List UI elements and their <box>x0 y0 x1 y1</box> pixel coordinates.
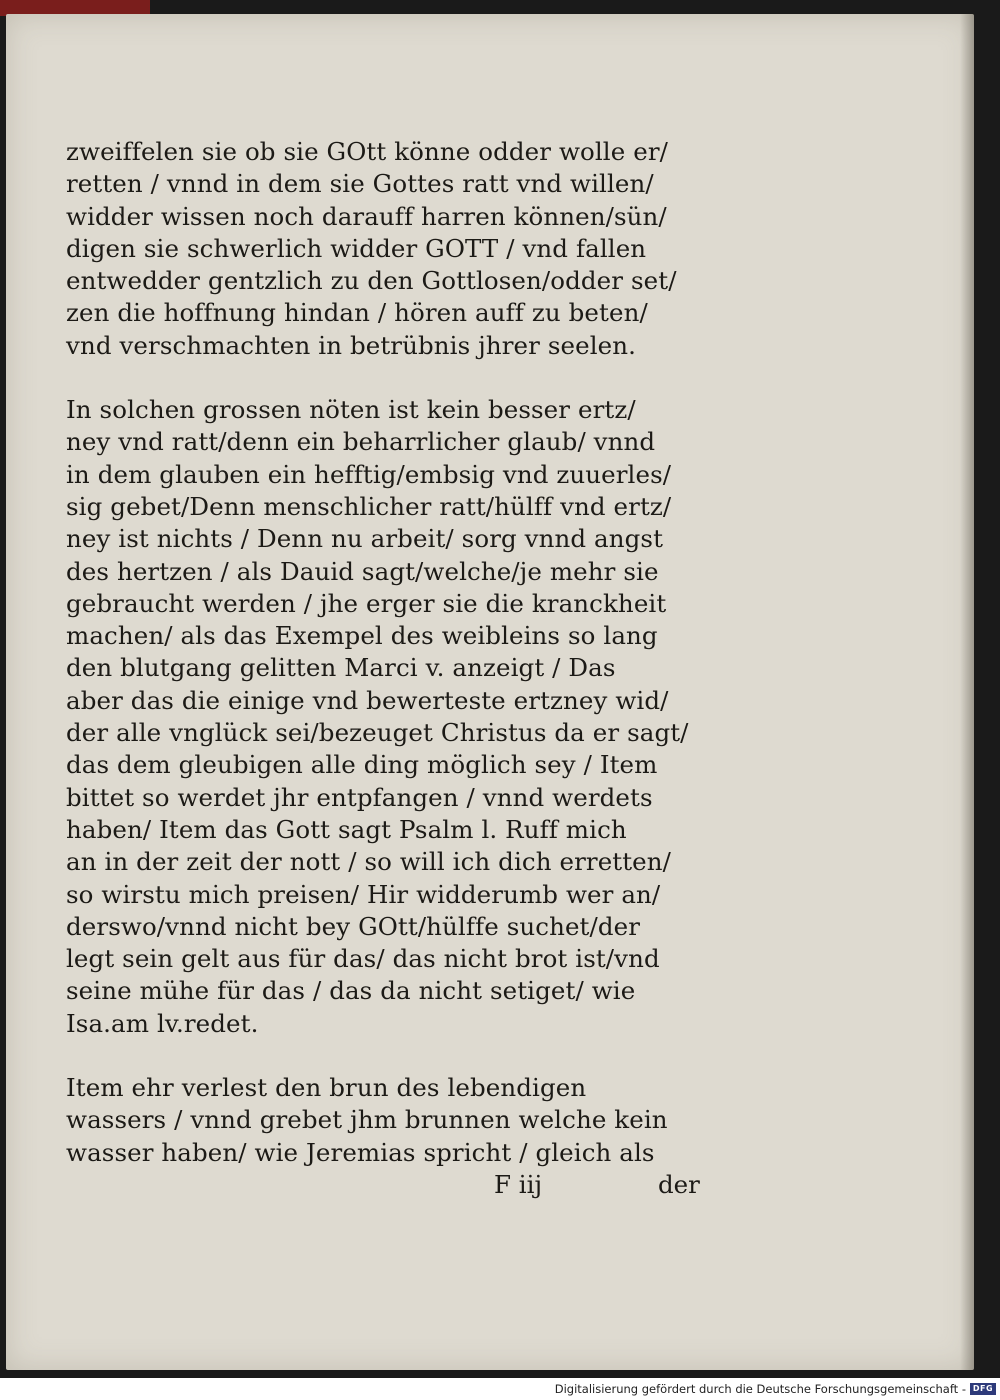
text-line: den blutgang gelitten Marci v. anzeigt / Das <box>66 653 616 683</box>
text-line: seine mühe für das / das da nicht setiget/ wie <box>66 976 636 1006</box>
text-line: entwedder gentzlich zu den Gottlosen/odder set/ <box>66 266 677 296</box>
text-line: wasser haben/ wie Jeremias spricht / gleich als <box>66 1137 655 1167</box>
text-line: zweiffelen sie ob sie GOtt könne odder wolle er/ <box>66 137 668 166</box>
text-line: In solchen grossen nöten ist kein besser ertz/ <box>66 395 636 425</box>
text-line: so wirstu mich preisen/ Hir widderumb wer an/ <box>66 879 661 909</box>
text-line: gebraucht werden / jhe erger sie die kranckheit <box>66 588 667 618</box>
text-line: derswo/vnnd nicht bey GOtt/hülffe suchet/der <box>66 911 641 941</box>
text-line: das dem gleubigen alle ding möglich sey / Item <box>66 750 658 780</box>
credit-bar <box>0 1378 1000 1400</box>
text-line: machen/ als das Exempel des weibleins so lang <box>66 621 658 651</box>
text-line: bittet so werdet jhr entpfangen / vnnd werdets <box>66 782 653 812</box>
paragraph-2 <box>66 394 716 1040</box>
paragraph-3 <box>66 1072 716 1169</box>
text-line: widder wissen noch darauff harren können/sün/ <box>66 201 667 231</box>
page-edge-shadow <box>960 14 974 1370</box>
text-line: digen sie schwerlich widder GOTT / vnd fallen <box>66 233 647 263</box>
text-line: ney ist nichts / Denn nu arbeit/ sorg vnnd angst <box>66 524 664 554</box>
text-line: in dem glauben ein hefftig/embsig vnd zuuerles/ <box>66 459 672 489</box>
text-line: ney vnd ratt/denn ein beharrlicher glaub/ vnnd <box>66 427 656 457</box>
text-line: Isa.am lv.redet. <box>66 1008 259 1038</box>
text-line: Item ehr verlest den brun des lebendigen <box>66 1073 587 1103</box>
paragraph-gap <box>66 1040 716 1072</box>
text-line: retten / vnnd in dem sie Gottes ratt vnd willen/ <box>66 169 654 199</box>
dfg-logo-icon: DFG <box>970 1383 996 1395</box>
text-line: haben/ Item das Gott sagt Psalm l. Ruff mich <box>66 814 627 844</box>
text-line: sig gebet/Denn menschlicher ratt/hülff vnd ertz/ <box>66 491 672 521</box>
catchword: der <box>658 1169 700 1199</box>
text-line: legt sein gelt aus für das/ das nicht brot ist/vnd <box>66 944 660 974</box>
text-line: zen die hoffnung hindan / hören auff zu beten/ <box>66 298 648 328</box>
text-line: an in der zeit der nott / so will ich dich erretten/ <box>66 847 672 877</box>
paragraph-gap <box>66 362 716 394</box>
text-line: wassers / vnnd grebet jhm brunnen welche kein <box>66 1105 668 1135</box>
text-line: der alle vnglück sei/bezeuget Christus da er sagt/ <box>66 718 689 748</box>
text-line: des hertzen / als Dauid sagt/welche/je mehr sie <box>66 556 659 586</box>
paragraph-1 <box>66 136 716 362</box>
page-footer-line <box>66 1169 716 1201</box>
book-page <box>6 14 974 1370</box>
funding-credit: Digitalisierung gefördert durch die Deutsche Forschungsgemeinschaft - <box>554 1382 966 1396</box>
page-text <box>66 136 716 1201</box>
signature-mark: F iij <box>494 1169 543 1199</box>
text-line: vnd verschmachten in betrübnis jhrer seelen. <box>66 330 637 360</box>
text-line: aber das die einige vnd bewerteste ertzney wid/ <box>66 685 669 715</box>
